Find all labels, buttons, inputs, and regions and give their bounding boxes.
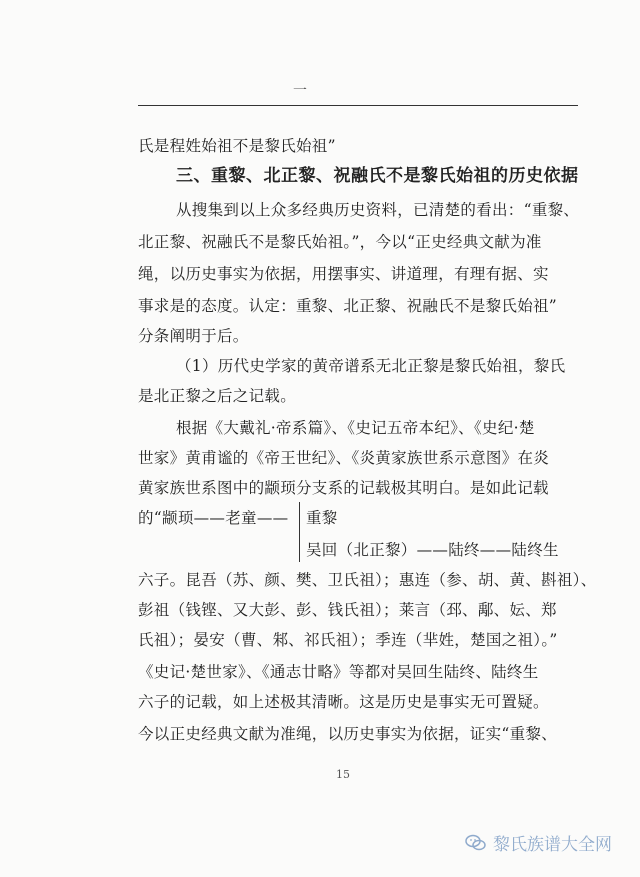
genealogy-branch-chongli: 重黎 — [306, 509, 338, 527]
paragraph-line: 分条阐明于后。 — [138, 327, 249, 345]
paragraph-line: 《史记·楚世家》、《通志廿略》等都对吴回生陆终、陆终生 — [138, 663, 539, 681]
paragraph-line: 今以正史经典文献为准绳，以历史事实为依据，证实“重黎、 — [138, 725, 558, 743]
paragraph-line: 六子。昆吾（苏、颜、樊、卫氏祖）；惠连（参、胡、黄、斟祖）、 — [138, 571, 597, 589]
paragraph-line: 根据《大戴礼·帝系篇》、《史记五帝本纪》、《史纪·楚 — [176, 419, 535, 437]
subsection-line: （1）历代史学家的黄帝谱系无北正黎是黎氏始祖，黎氏 — [176, 357, 566, 375]
watermark-text: 黎氏族谱大全网 — [493, 835, 612, 855]
watermark — [465, 830, 612, 855]
paragraph-line: 北正黎、祝融氏不是黎氏始祖。”，今以“正史经典文献为准 — [138, 233, 542, 251]
paragraph-line: 从搜集到以上众多经典历史资料，已清楚的看出：“重黎、 — [176, 201, 580, 219]
text-line-continuation: 氏是程姓始祖不是黎氏始祖” — [138, 137, 336, 155]
subsection-line: 是北正黎之后之记载。 — [138, 387, 297, 405]
section-heading: 三、重黎、北正黎、祝融氏不是黎氏始祖的历史依据 — [176, 166, 579, 186]
paragraph-line: 绳，以历史事实为依据，用摆事实、讲道理，有理有据、实 — [138, 265, 549, 283]
paragraph-line: 世家》黄甫谧的《帝王世纪》、《炎黄家族世系示意图》在炎 — [138, 449, 550, 467]
paragraph-line: 六子的记载，如上述极其清晰。这是历史是事实无可置疑。 — [138, 693, 549, 711]
wechat-icon — [465, 834, 487, 852]
page-number: 15 — [336, 768, 350, 781]
genealogy-branch-wuhui: 吴回（北正黎）——陆终——陆终生 — [306, 541, 559, 559]
paragraph-line: 氏祖）；晏安（曹、邾、祁氏祖）；季连（芈姓，楚国之祖）。” — [138, 631, 558, 649]
genealogy-bracket — [299, 502, 300, 562]
genealogy-lead: 的“颛顼——老童—— — [138, 509, 289, 527]
paragraph-line: 事求是的态度。认定：重黎、北正黎、祝融氏不是黎氏始祖” — [138, 297, 558, 315]
header-rule — [138, 105, 578, 106]
paragraph-line: 彭祖（钱铿、又大彭、彭、钱氏祖）；莱言（邳、鄅、妘、郑 — [138, 601, 557, 619]
paragraph-line: 黄家族世系图中的颛顼分支系的记载极其明白。是如此记载 — [138, 479, 549, 497]
header-mark: 一 — [293, 83, 307, 99]
